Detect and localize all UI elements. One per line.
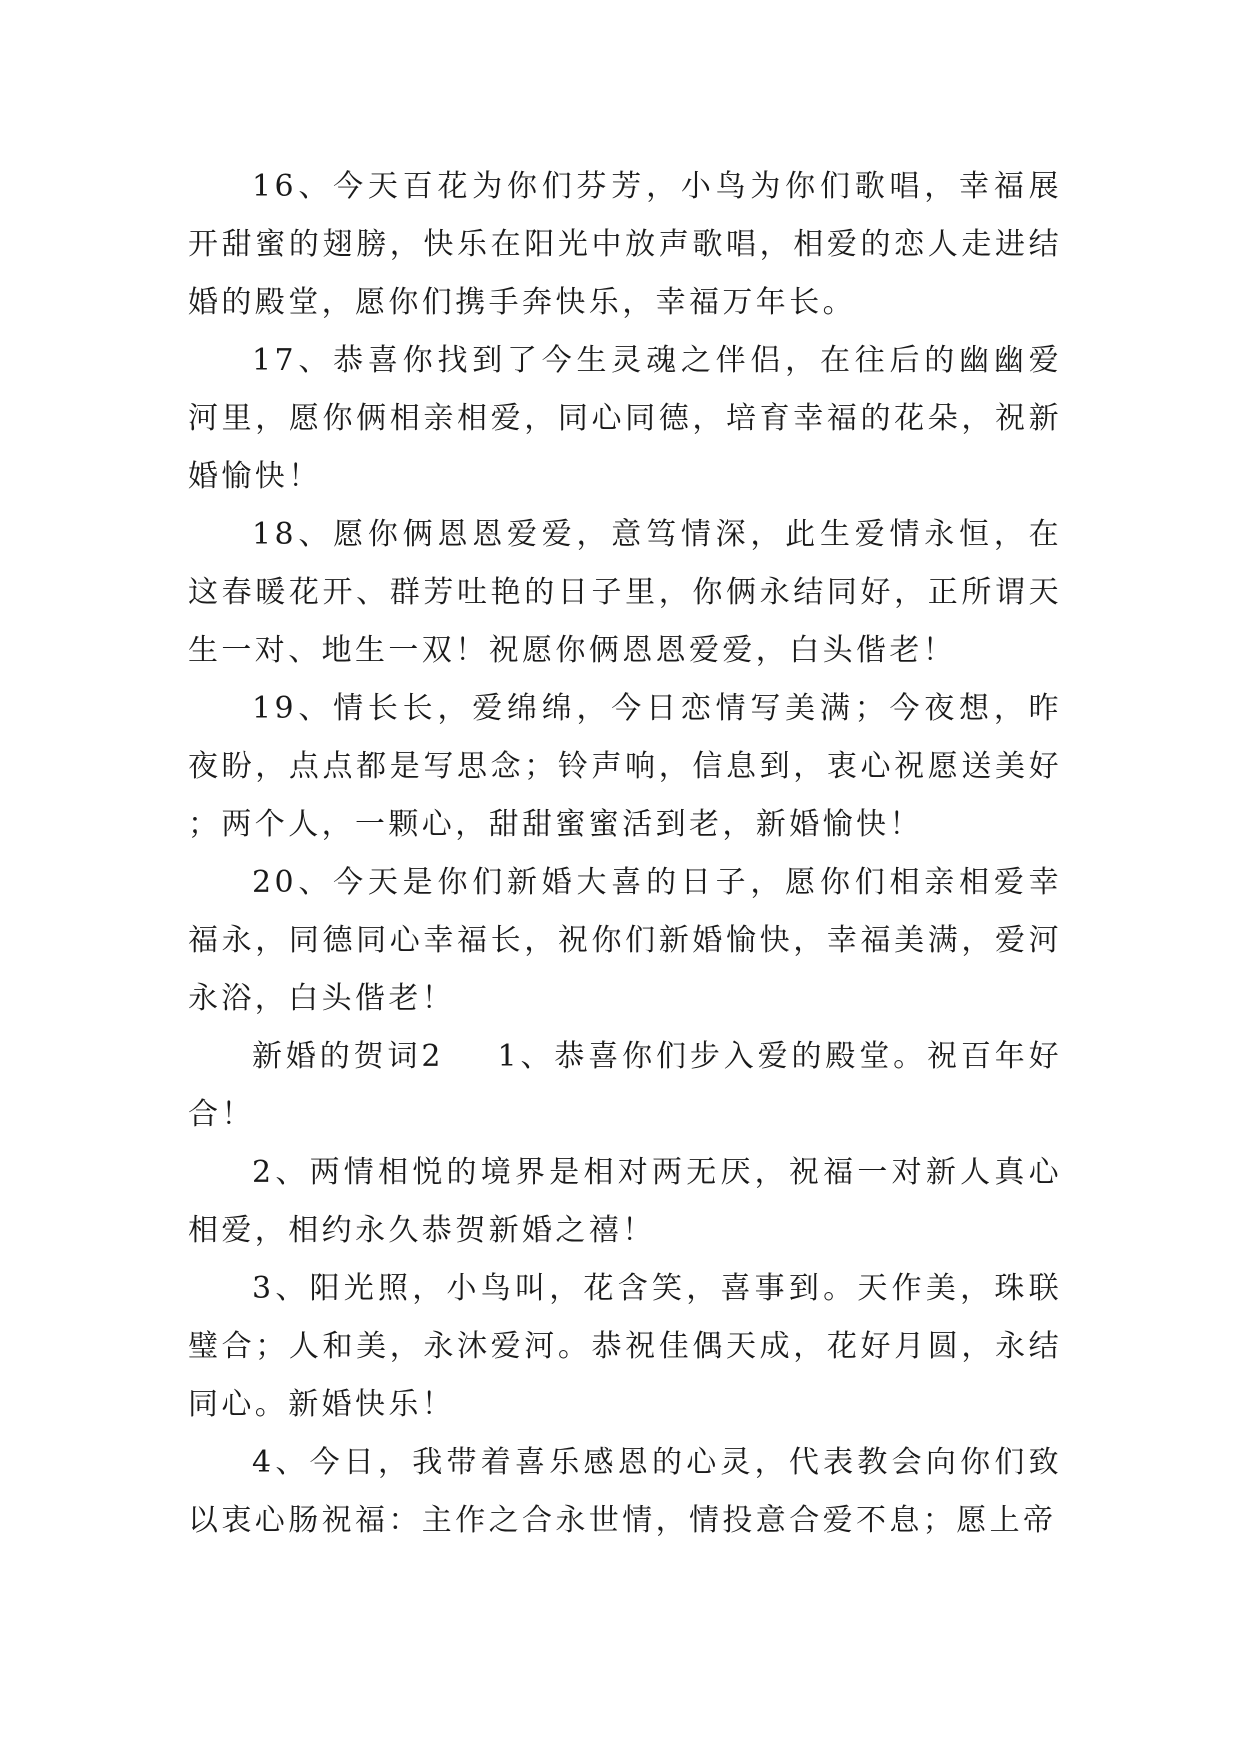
section-title: 新婚的贺词2 bbox=[252, 1039, 444, 1074]
section-heading-paragraph bbox=[188, 1028, 1062, 1144]
paragraph-17: 17、恭喜你找到了今生灵魂之伴侣，在往后的幽幽爱河里，愿你俩相亲相爱，同心同德，培育幸福的花朵，祝新婚愉快！ bbox=[188, 343, 1062, 494]
paragraph-19: 19、情长长，爱绵绵，今日恋情写美满；今夜想，昨夜盼，点点都是写思念；铃声响，信息到，衷心祝愿送美好；两个人，一颗心，甜甜蜜蜜活到老，新婚愉快！ bbox=[188, 691, 1062, 842]
paragraph-3: 3、阳光照，小鸟叫，花含笑，喜事到。天作美，珠联璧合；人和美，永沐爱河。恭祝佳偶天成，花好月圆，永结同心。新婚快乐！ bbox=[188, 1271, 1062, 1422]
paragraph-16: 16、今天百花为你们芬芳，小鸟为你们歌唱，幸福展开甜蜜的翅膀，快乐在阳光中放声歌唱，相爱的恋人走进结婚的殿堂，愿你们携手奔快乐，幸福万年长。 bbox=[188, 169, 1062, 320]
document-body bbox=[188, 158, 1062, 1550]
paragraph-2: 2、两情相悦的境界是相对两无厌，祝福一对新人真心相爱，相约永久恭贺新婚之禧！ bbox=[188, 1155, 1062, 1248]
paragraph-20: 20、今天是你们新婚大喜的日子，愿你们相亲相爱幸福永，同德同心幸福长，祝你们新婚愉快，幸福美满，爱河永浴，白头偕老！ bbox=[188, 865, 1062, 1016]
paragraph-4: 4、今日，我带着喜乐感恩的心灵，代表教会向你们致以衷心肠祝福：主作之合永世情，情投意合爱不息；愿上帝 bbox=[188, 1445, 1062, 1538]
section-first-item: 1、恭喜你们步入爱的殿堂。祝百年好合！ bbox=[188, 1039, 1062, 1132]
paragraph-18: 18、愿你俩恩恩爱爱，意笃情深，此生爱情永恒，在这春暖花开、群芳吐艳的日子里，你俩永结同好，正所谓天生一对、地生一双！祝愿你俩恩恩爱爱，白头偕老！ bbox=[188, 517, 1062, 668]
